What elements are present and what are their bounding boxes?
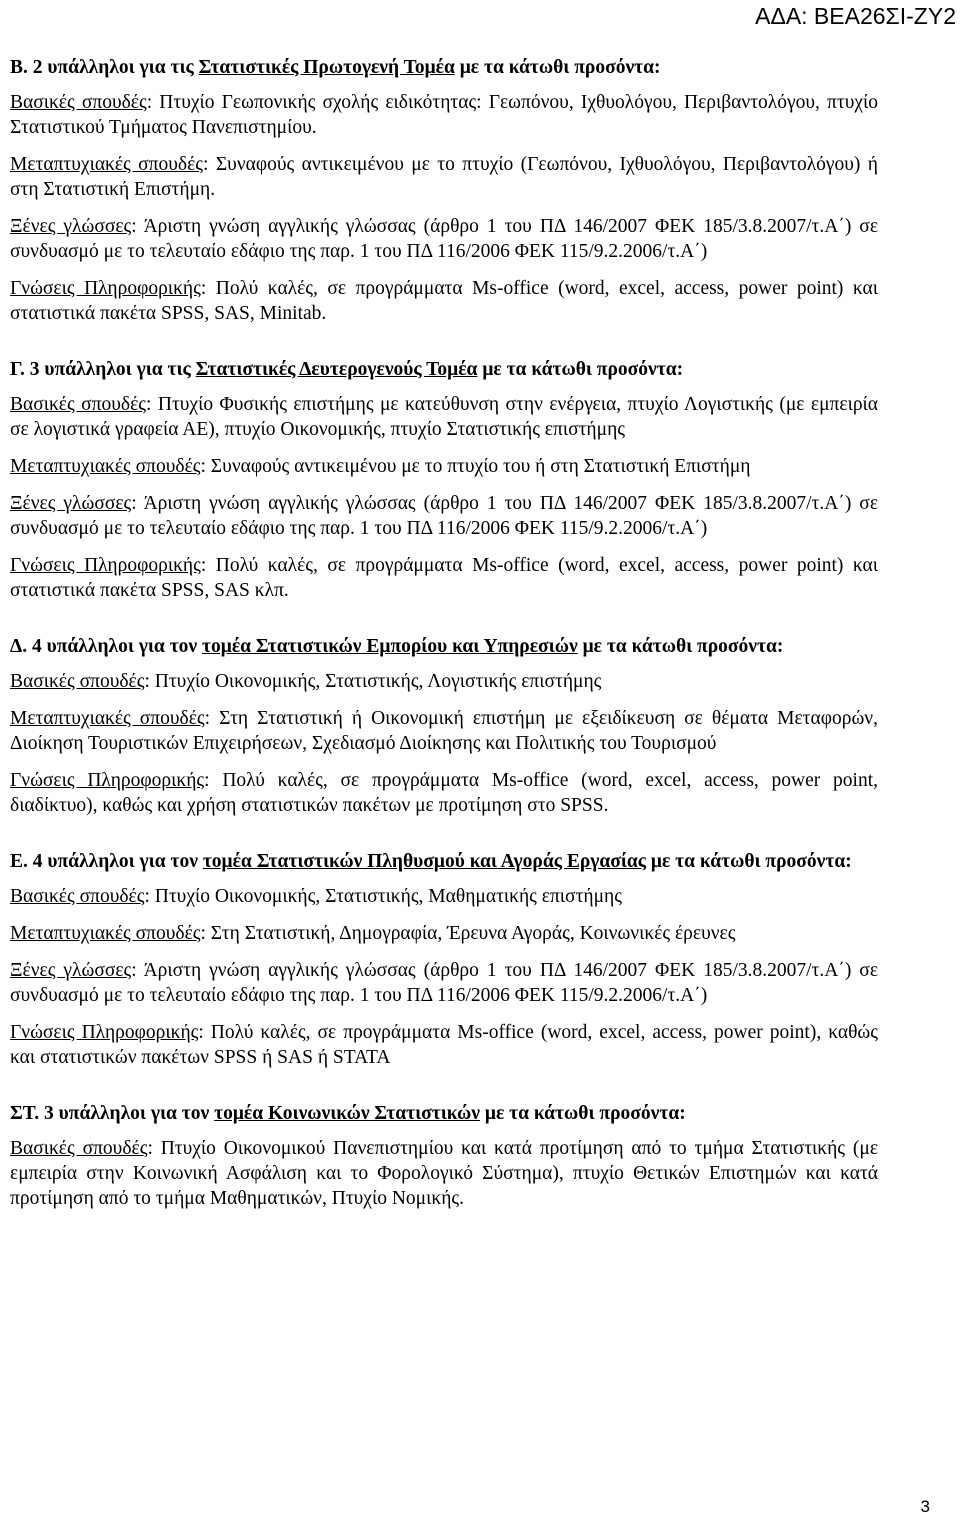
page-number: 3 — [920, 1497, 930, 1516]
basic-studies: Βασικές σπουδές: Πτυχίο Φυσικής επιστήμης με κατεύθυνση στην ενέργεια, πτυχίο Λογιστικής (με εμπειρία σε λογιστικά γραφεία ΑΕ), πτυχίο Οικονομικής, πτυχίο Στατιστικής επιστήμης — [10, 394, 879, 440]
it-knowledge: Γνώσεις Πληροφορικής: Πολύ καλές, σε προγράμματα Ms-office (word, excel, access, power point, διαδίκτυο), καθώς και χρήση στατιστικών πακέτων με προτίμηση στο SPSS. — [10, 770, 878, 816]
postgrad-studies: Μεταπτυχιακές σπουδές: Συναφούς αντικειμένου με το πτυχίο (Γεωπόνου, Ιχθυολόγου, Περιβαντολόγου) ή στη Στατιστική Επιστήμη. — [10, 154, 878, 200]
basic-studies: Βασικές σπουδές: Πτυχίο Οικονομικού Πανεπιστημίου και κατά προτίμηση από το τμήμα Στατιστικής (με εμπειρία στην Κοινωνική Ασφάλιση και το Φορολογικό Σύστημα), πτυχίο Θετικών Επιστημών και κατά προτίμηση από το τμήμα Μαθηματικών, Πτυχίο Νομικής. — [10, 1138, 879, 1209]
postgrad-studies: Μεταπτυχιακές σπουδές: Στη Στατιστική, Δημογραφία, Έρευνα Αγοράς, Κοινωνικές έρευνες — [10, 923, 736, 944]
basic-studies-label: Βασικές σπουδές — [10, 394, 147, 415]
it-knowledge: Γνώσεις Πληροφορικής: Πολύ καλές, σε προγράμματα Ms-office (word, excel, access, power point) και στατιστικά πακέτα SPSS, SAS, Minitab. — [10, 278, 878, 324]
it-knowledge: Γνώσεις Πληροφορικής: Πολύ καλές, σε προγράμματα Ms-office (word, excel, access, power point) και στατιστικά πακέτα SPSS, SAS κλπ. — [10, 555, 878, 601]
basic-studies-label: Βασικές σπουδές — [10, 886, 145, 907]
foreign-languages: Ξένες γλώσσες: Άριστη γνώση αγγλικής γλώσσας (άρθρο 1 του ΠΔ 146/2007 ΦΕΚ 185/3.8.2007/τ.Α΄) σε συνδυασμό με το τελευταίο εδάφιο της παρ. 1 του ΠΔ 116/2006 ΦΕΚ 115/9.2.2006/τ.Α΄) — [10, 960, 879, 1006]
basic-studies-label: Βασικές σπουδές — [10, 1138, 148, 1159]
section-d-sector: τομέα Στατιστικών Εμπορίου και Υπηρεσιών — [202, 636, 578, 657]
document-body — [10, 55, 878, 1242]
postgrad-studies: Μεταπτυχιακές σπουδές: Στη Στατιστική ή Οικονομική επιστήμη με εξειδίκευση σε θέματα Μεταφορών, Διοίκηση Τουριστικών Επιχειρήσεων, Σχεδιασμό Διοίκησης και Πολιτικής του Τουρισμού — [10, 708, 878, 754]
foreign-languages-label: Ξένες γλώσσες — [10, 216, 132, 237]
it-knowledge-label: Γνώσεις Πληροφορικής — [10, 555, 201, 576]
postgrad-studies-label: Μεταπτυχιακές σπουδές — [10, 923, 201, 944]
section-b-title: Β. 2 υπάλληλοι για τις Στατιστικές Πρωτογενή Τομέα με τα κάτωθι προσόντα: — [10, 57, 661, 78]
section-e-title: Ε. 4 υπάλληλοι για τον τομέα Στατιστικών Πληθυσμού και Αγοράς Εργασίας με τα κάτωθι προσόντα: — [10, 851, 852, 872]
it-knowledge-label: Γνώσεις Πληροφορικής — [10, 1022, 199, 1043]
foreign-languages: Ξένες γλώσσες: Άριστη γνώση αγγλικής γλώσσας (άρθρο 1 του ΠΔ 146/2007 ΦΕΚ 185/3.8.2007/τ.Α΄) σε συνδυασμό με το τελευταίο εδάφιο της παρ. 1 του ΠΔ 116/2006 ΦΕΚ 115/9.2.2006/τ.Α΄) — [10, 216, 879, 262]
basic-studies: Βασικές σπουδές: Πτυχίο Οικονομικής, Στατιστικής, Λογιστικής επιστήμης — [10, 671, 602, 692]
section-c-sector: Στατιστικές Δευτερογενούς Τομέα — [195, 359, 478, 380]
section-d-title: Δ. 4 υπάλληλοι για τον τομέα Στατιστικών Εμπορίου και Υπηρεσιών με τα κάτωθι προσόντα: — [10, 636, 784, 657]
section-b-sector: Στατιστικές Πρωτογενή Τομέα — [198, 57, 455, 78]
section-f-title: ΣΤ. 3 υπάλληλοι για τον τομέα Κοινωνικών Στατιστικών με τα κάτωθι προσόντα: — [10, 1103, 686, 1124]
section-f-sector: τομέα Κοινωνικών Στατιστικών — [214, 1103, 481, 1124]
basic-studies-label: Βασικές σπουδές — [10, 671, 145, 692]
it-knowledge-label: Γνώσεις Πληροφορικής — [10, 278, 201, 299]
it-knowledge-label: Γνώσεις Πληροφορικής — [10, 770, 205, 791]
foreign-languages-label: Ξένες γλώσσες — [10, 493, 132, 514]
postgrad-studies-label: Μεταπτυχιακές σπουδές — [10, 708, 205, 729]
foreign-languages: Ξένες γλώσσες: Άριστη γνώση αγγλικής γλώσσας (άρθρο 1 του ΠΔ 146/2007 ΦΕΚ 185/3.8.2007/τ.Α΄) σε συνδυασμό με το τελευταίο εδάφιο της παρ. 1 του ΠΔ 116/2006 ΦΕΚ 115/9.2.2006/τ.Α΄) — [10, 493, 879, 539]
section-b — [10, 55, 878, 326]
postgrad-studies-label: Μεταπτυχιακές σπουδές — [10, 456, 201, 477]
section-d — [10, 634, 878, 818]
postgrad-studies: Μεταπτυχιακές σπουδές: Συναφούς αντικειμένου με το πτυχίο του ή στη Στατιστική Επιστήμη — [10, 456, 751, 477]
postgrad-studies-label: Μεταπτυχιακές σπουδές — [10, 154, 204, 175]
basic-studies-label: Βασικές σπουδές — [10, 92, 147, 113]
section-c-title: Γ. 3 υπάλληλοι για τις Στατιστικές Δευτερογενούς Τομέα με τα κάτωθι προσόντα: — [10, 359, 684, 380]
it-knowledge: Γνώσεις Πληροφορικής: Πολύ καλές, σε προγράμματα Ms-office (word, excel, access, power point), καθώς και στατιστικών πακέτων SPSS ή SAS ή STATA — [10, 1022, 878, 1068]
ada-code: ΑΔΑ: ΒΕΑ26ΣΙ-ΖΥ2 — [755, 3, 956, 29]
foreign-languages-label: Ξένες γλώσσες — [10, 960, 132, 981]
section-c — [10, 357, 878, 603]
basic-studies: Βασικές σπουδές: Πτυχίο Γεωπονικής σχολής ειδικότητας: Γεωπόνου, Ιχθυολόγου, Περιβαντολόγου, πτυχίο Στατιστικού Τμήματος Πανεπιστημίου. — [10, 92, 879, 138]
basic-studies: Βασικές σπουδές: Πτυχίο Οικονομικής, Στατιστικής, Μαθηματικής επιστήμης — [10, 886, 622, 907]
section-f — [10, 1101, 878, 1211]
section-e — [10, 849, 878, 1070]
section-e-sector: τομέα Στατιστικών Πληθυσμού και Αγοράς Εργασίας — [202, 851, 647, 872]
